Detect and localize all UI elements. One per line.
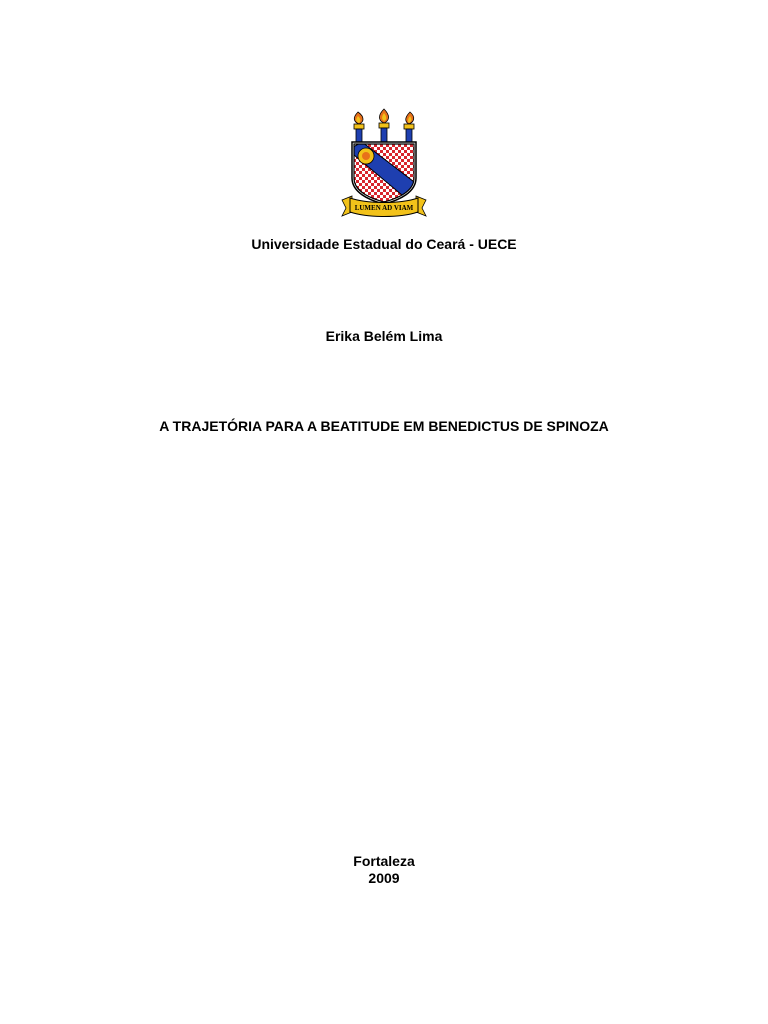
torches xyxy=(354,109,414,143)
shield xyxy=(348,142,422,206)
city: Fortaleza xyxy=(353,853,415,869)
university-name: Universidade Estadual do Ceará - UECE xyxy=(251,236,517,252)
crest-motto: LUMEN AD VIAM xyxy=(354,204,414,212)
year: 2009 xyxy=(368,870,400,886)
document-title: A TRAJETÓRIA PARA A BEATITUDE EM BENEDICTUS DE SPINOZA xyxy=(159,418,609,434)
author-name: Erika Belém Lima xyxy=(325,328,443,344)
university-crest-icon xyxy=(338,108,430,220)
